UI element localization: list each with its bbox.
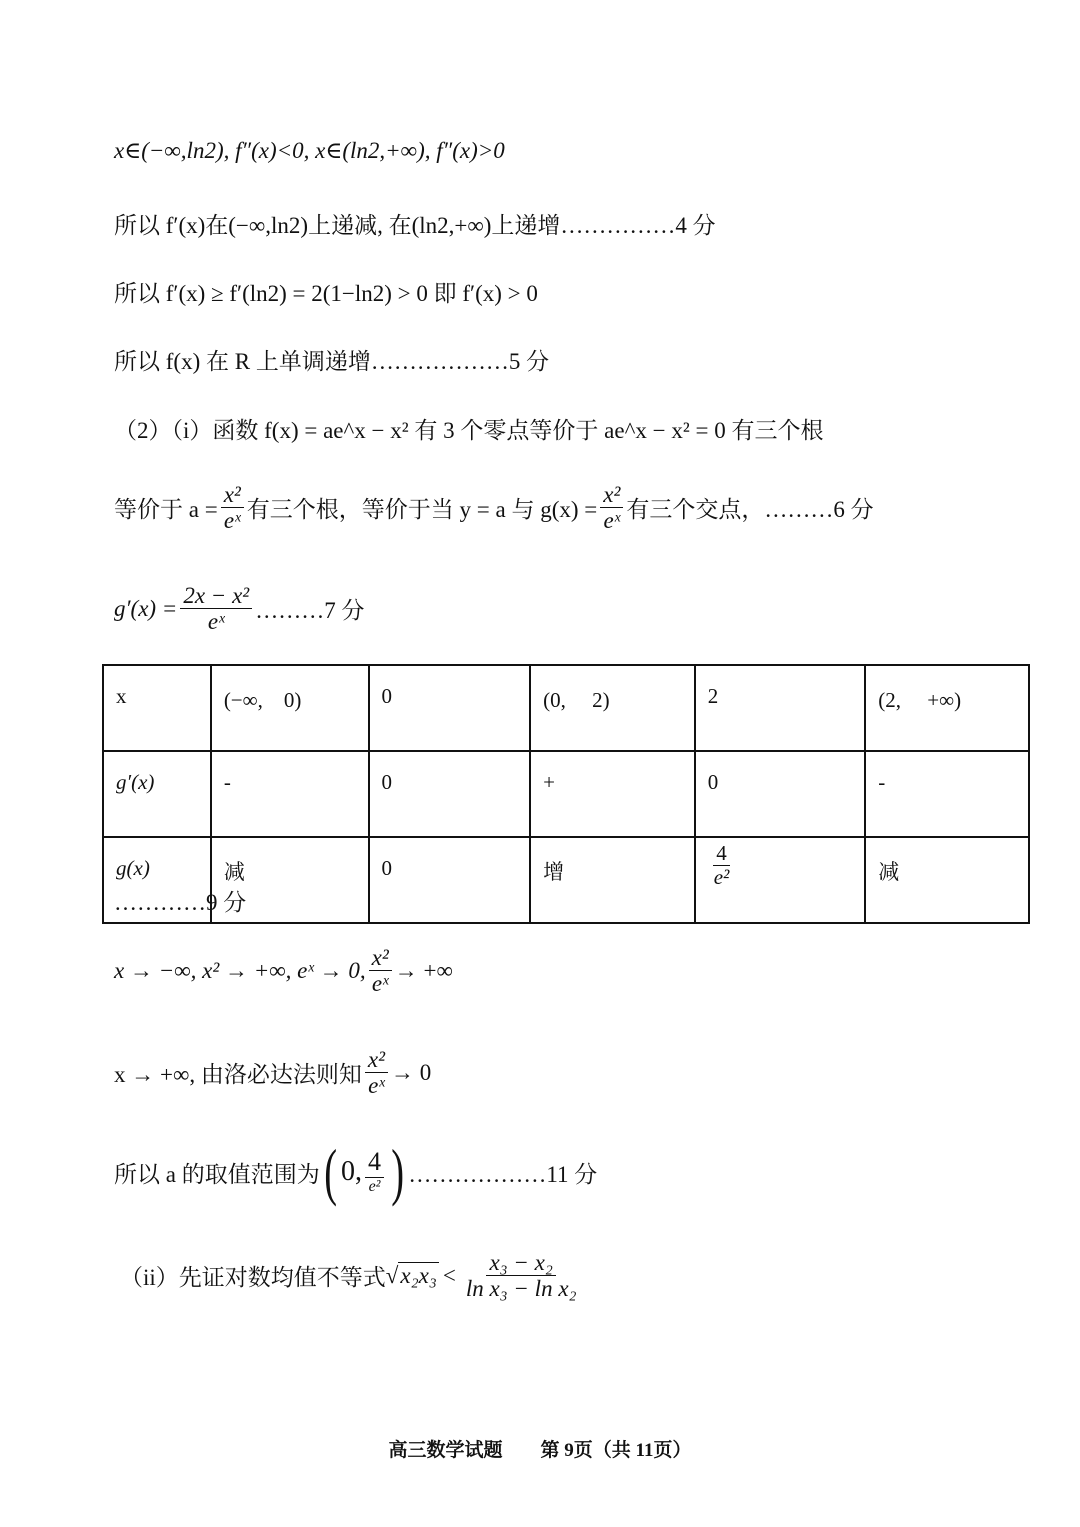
table-cell: (−∞, 0) bbox=[211, 665, 369, 751]
text: x∈(−∞,ln2), f″(x)<0, x∈(ln2,+∞), f″(x)>0 bbox=[114, 138, 505, 163]
text: （2）（i）函数 f(x) = ae^x − x² 有 3 个零点等价于 ae^x − x² = 0 有三个根 bbox=[114, 418, 824, 443]
right-paren: ) bbox=[391, 1136, 405, 1207]
fraction bbox=[600, 482, 623, 534]
table-cell: - bbox=[865, 751, 1029, 837]
denominator: eˣ bbox=[207, 609, 225, 635]
part2-intro-line bbox=[114, 412, 823, 445]
derivative-sign-line bbox=[114, 138, 505, 164]
sqrt-icon: √ bbox=[385, 1262, 399, 1288]
text: → 0 bbox=[390, 1059, 432, 1085]
table-cell: (0, 2) bbox=[530, 665, 695, 751]
table-cell: (2, +∞) bbox=[865, 665, 1029, 751]
text: （ii）先证对数均值不等式 bbox=[120, 1265, 386, 1291]
f-increasing-line bbox=[114, 343, 549, 376]
denominator: e² bbox=[713, 865, 730, 890]
denominator: e² bbox=[368, 1178, 381, 1195]
table-cell: 0 bbox=[369, 837, 531, 923]
range-line bbox=[114, 1136, 598, 1207]
fraction bbox=[365, 1148, 384, 1195]
table-cell: 减 bbox=[211, 837, 369, 923]
text: 所以 a 的取值范围为 bbox=[114, 1161, 320, 1187]
numerator: x₃ − x₂ bbox=[486, 1250, 555, 1276]
denominator: eˣ bbox=[368, 1073, 385, 1099]
denominator: eˣ bbox=[223, 508, 241, 534]
table-cell: g′(x) bbox=[103, 751, 211, 837]
fraction bbox=[180, 583, 252, 635]
denominator: ln x₃ − ln x₂ bbox=[465, 1276, 577, 1302]
equivalence-line bbox=[114, 482, 874, 534]
numerator: x² bbox=[221, 482, 244, 508]
text: < bbox=[442, 1262, 456, 1288]
fprime-positive-line bbox=[114, 275, 538, 308]
table-cell: g(x) bbox=[103, 837, 211, 923]
numerator: x² bbox=[369, 945, 392, 971]
text: x → +∞, 由洛必达法则知 bbox=[114, 1062, 362, 1088]
fraction bbox=[365, 1047, 388, 1099]
g-derivative-line bbox=[114, 583, 364, 635]
table-cell: + bbox=[530, 751, 695, 837]
table-cell: 0 bbox=[369, 665, 531, 751]
text: …………9 分 bbox=[114, 890, 247, 915]
denominator: eˣ bbox=[371, 971, 389, 997]
table-row bbox=[103, 665, 1029, 751]
monotonic-fprime-line bbox=[114, 207, 716, 240]
table-cell: - bbox=[211, 751, 369, 837]
table-cell: 0 bbox=[369, 751, 531, 837]
numerator: 4 bbox=[365, 1148, 384, 1178]
denominator: eˣ bbox=[603, 508, 621, 534]
text: 有三个交点，………6 分 bbox=[626, 497, 874, 523]
text: x → −∞, x² → +∞, eˣ → 0, bbox=[114, 957, 366, 983]
text: 所以 f′(x) ≥ f′(ln2) = 2(1−ln2) > 0 即 f′(x) > 0 bbox=[114, 281, 538, 306]
fraction bbox=[221, 482, 244, 534]
table-cell bbox=[695, 837, 866, 923]
table-cell: x bbox=[103, 665, 211, 751]
max-value-fraction bbox=[711, 842, 733, 889]
left-paren: ( bbox=[323, 1136, 337, 1207]
text: 0, bbox=[341, 1156, 363, 1187]
score-9-line bbox=[114, 884, 246, 917]
table-cell: 增 bbox=[530, 837, 695, 923]
table-cell: 0 bbox=[695, 751, 866, 837]
text: 等价于 a = bbox=[114, 497, 218, 523]
text: 所以 f′(x)在(−∞,ln2)上递减, 在(ln2,+∞)上递增……………4 分 bbox=[114, 213, 716, 238]
text: 所以 f(x) 在 R 上单调递增………………5 分 bbox=[114, 349, 550, 374]
text: g′(x) = bbox=[114, 595, 178, 621]
text: → +∞ bbox=[394, 957, 453, 983]
text: x₂x₃ bbox=[400, 1263, 437, 1289]
table-cell: 减 bbox=[865, 837, 1029, 923]
numerator: 4 bbox=[713, 842, 730, 866]
log-mean-inequality-line bbox=[120, 1250, 583, 1302]
page-footer: 高三数学试题 第 9页（共 11页） bbox=[388, 1440, 692, 1461]
text: 有三个根，等价于当 y = a 与 g(x) = bbox=[246, 497, 598, 523]
limit-neg-inf-line bbox=[114, 945, 453, 997]
numerator: 2x − x² bbox=[180, 583, 252, 609]
table-cell: 2 bbox=[695, 665, 866, 751]
text: ………7 分 bbox=[255, 598, 365, 624]
fraction bbox=[463, 1250, 580, 1302]
numerator: x² bbox=[365, 1047, 388, 1073]
text: ………………11 分 bbox=[408, 1161, 598, 1187]
fraction bbox=[369, 945, 392, 997]
limit-pos-inf-line bbox=[114, 1047, 431, 1099]
table-row bbox=[103, 751, 1029, 837]
numerator: x² bbox=[600, 482, 623, 508]
